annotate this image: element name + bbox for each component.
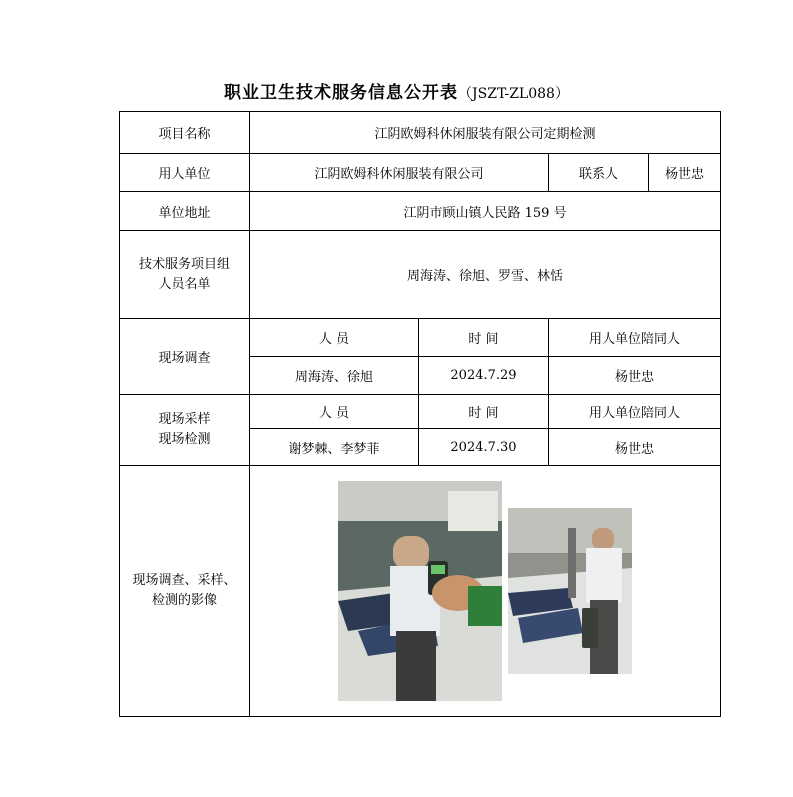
table-row bbox=[120, 112, 721, 154]
employer-label: 用人单位 bbox=[120, 154, 250, 192]
project-name-label: 项目名称 bbox=[120, 112, 250, 154]
survey-label: 现场调查 bbox=[120, 319, 250, 395]
sampling-time: 2024.7.30 bbox=[419, 429, 549, 466]
images-label-line1: 现场调查、采样、 bbox=[132, 573, 237, 588]
info-table bbox=[119, 111, 721, 717]
site-photo-survey-image bbox=[338, 481, 502, 701]
survey-companion: 杨世忠 bbox=[549, 357, 721, 395]
contact-label: 联系人 bbox=[549, 154, 649, 192]
images-label bbox=[120, 466, 250, 717]
site-photo-survey bbox=[338, 481, 502, 701]
title-code: （JSZT-ZL088） bbox=[458, 86, 569, 102]
title-text: 职业卫生技术服务信息公开表 bbox=[224, 83, 459, 103]
sampling-label-line2: 现场检测 bbox=[158, 432, 211, 447]
sampling-companion: 杨世忠 bbox=[549, 429, 721, 466]
sampling-person: 谢梦棘、李梦菲 bbox=[250, 429, 419, 466]
sampling-head-time: 时 间 bbox=[419, 395, 549, 429]
table-row bbox=[120, 192, 721, 231]
table-row bbox=[120, 319, 721, 357]
site-photo-sampling bbox=[508, 508, 632, 674]
address-value: 江阴市顾山镇人民路 159 号 bbox=[250, 192, 721, 231]
survey-head-companion: 用人单位陪同人 bbox=[549, 319, 721, 357]
sampling-head-companion: 用人单位陪同人 bbox=[549, 395, 721, 429]
contact-value: 杨世忠 bbox=[649, 154, 721, 192]
survey-head-person: 人 员 bbox=[250, 319, 419, 357]
team-label-line2: 人员名单 bbox=[158, 276, 211, 292]
address-label: 单位地址 bbox=[120, 192, 250, 231]
team-label-line1: 技术服务项目组 bbox=[138, 256, 230, 272]
team-label bbox=[120, 231, 250, 319]
table-row bbox=[120, 466, 721, 717]
site-photo-sampling-image bbox=[508, 508, 632, 674]
survey-time: 2024.7.29 bbox=[419, 357, 549, 395]
table-row bbox=[120, 395, 721, 429]
sampling-label bbox=[120, 395, 250, 466]
survey-head-time: 时 间 bbox=[419, 319, 549, 357]
images-label-line2: 检测的影像 bbox=[151, 593, 217, 608]
sampling-label-line1: 现场采样 bbox=[158, 412, 211, 427]
survey-person: 周海涛、徐旭 bbox=[250, 357, 419, 395]
employer-value: 江阴欧姆科休闲服装有限公司 bbox=[250, 154, 549, 192]
sampling-head-person: 人 员 bbox=[250, 395, 419, 429]
table-row bbox=[120, 231, 721, 319]
table-row bbox=[120, 154, 721, 192]
page-title bbox=[0, 78, 793, 103]
project-name-value: 江阴欧姆科休闲服装有限公司定期检测 bbox=[250, 112, 721, 154]
team-value: 周海涛、徐旭、罗雪、林恬 bbox=[250, 231, 721, 319]
photos-cell bbox=[250, 466, 721, 717]
